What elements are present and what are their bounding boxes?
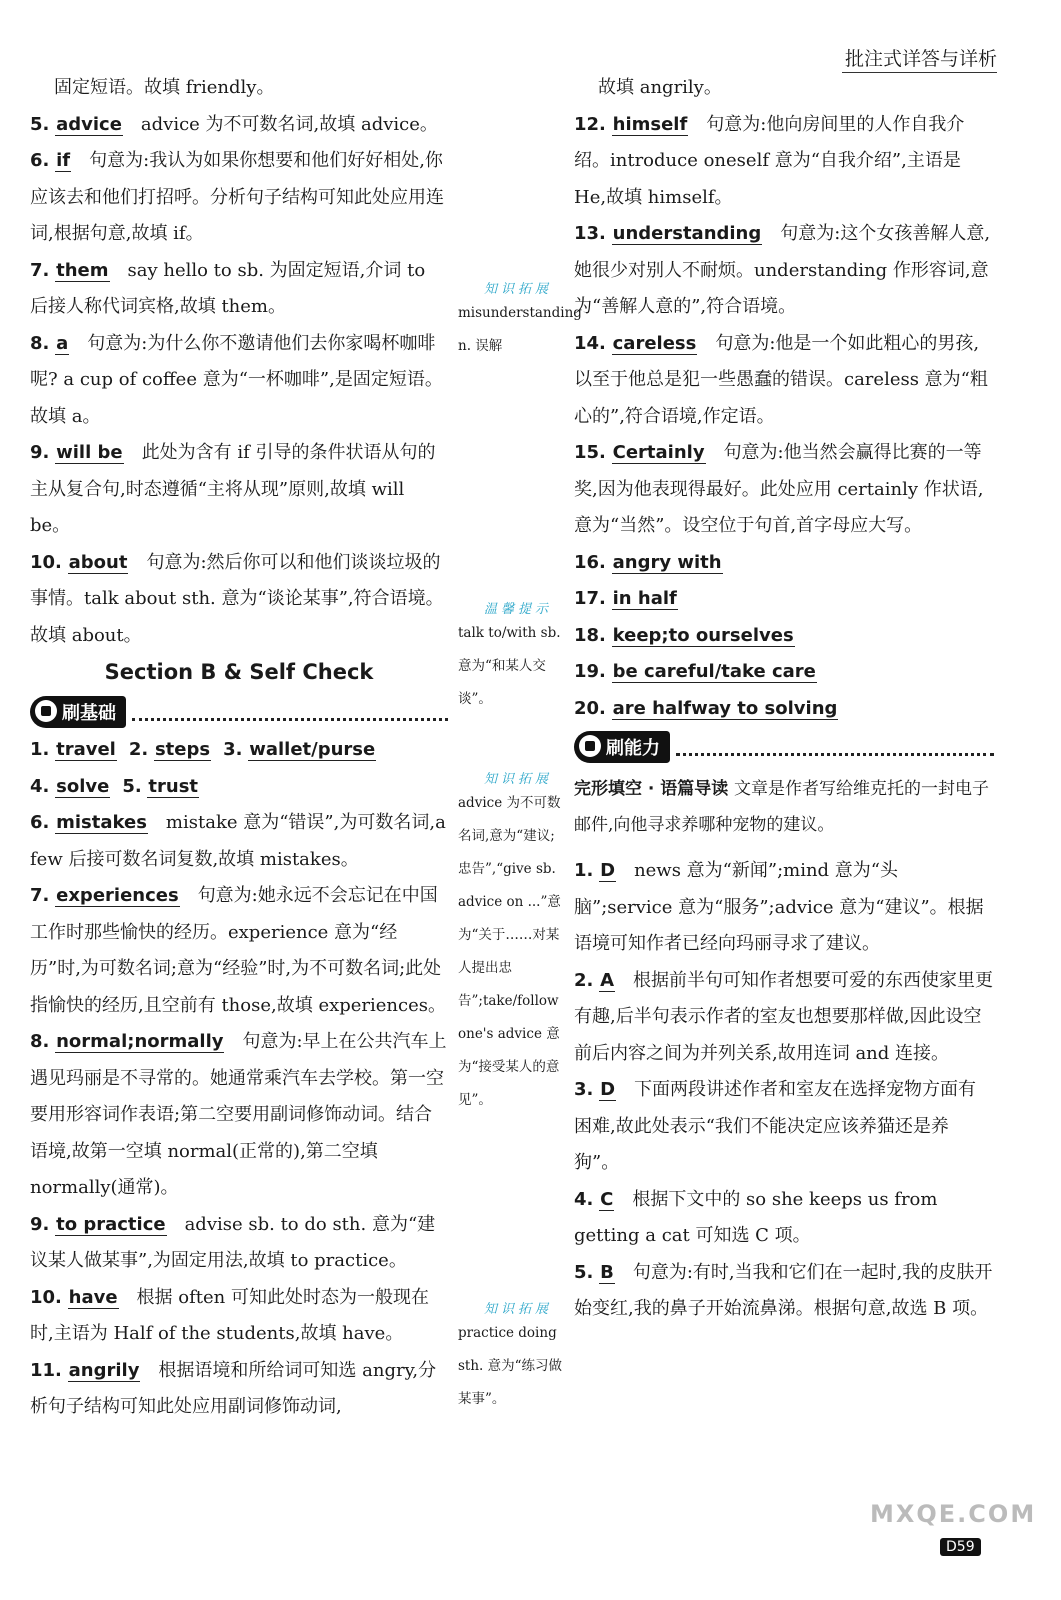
ability-badge: 刷能力 bbox=[574, 731, 670, 763]
item-number: 11. bbox=[30, 1359, 62, 1381]
item-number: 16. bbox=[574, 551, 606, 573]
answer-item bbox=[574, 1182, 994, 1255]
answer-text: travel bbox=[56, 739, 116, 760]
section-title: Section B & Self Check bbox=[104, 660, 374, 684]
answer-text: to practice bbox=[56, 1213, 166, 1235]
answer-item bbox=[574, 853, 994, 963]
answer-item bbox=[30, 878, 448, 1024]
item-number: 5. bbox=[574, 1261, 594, 1283]
answer-item bbox=[574, 326, 994, 436]
basic-badge: 刷基础 bbox=[30, 696, 126, 728]
answer-text: keep;to ourselves bbox=[612, 624, 794, 646]
explanation-text: 句意为:他向房间里的人作自我介绍。introduce oneself 意为“自我介绍”,主语是 He,故填 himself。 bbox=[574, 113, 965, 208]
ability-badge-line bbox=[574, 727, 994, 767]
side-note bbox=[458, 598, 568, 716]
side-note bbox=[458, 278, 582, 363]
item-number: 6. bbox=[30, 812, 50, 833]
page-header-title: 批注式详答与详析 bbox=[844, 48, 997, 70]
answer-text: himself bbox=[612, 113, 688, 135]
answer-item bbox=[574, 545, 994, 582]
answer-text: Certainly bbox=[612, 442, 705, 463]
answer-text: have bbox=[68, 1286, 118, 1308]
explanation-text: say hello to sb. 为固定短语,介词 to 后接人称代词宾格,故填 them。 bbox=[30, 259, 426, 317]
side-note-tag: 知识拓展 bbox=[484, 282, 553, 297]
answer-item bbox=[30, 545, 448, 655]
side-note-text: misunderstanding n. 误解 bbox=[458, 305, 582, 354]
answer-item bbox=[30, 253, 448, 326]
answer-item bbox=[574, 1072, 994, 1182]
item-number: 14. bbox=[574, 332, 606, 354]
explanation-text: 句意为:这个女孩善解人意,她很少对别人不耐烦。understanding 作形容词,意为“善解人意的”,符合语境。 bbox=[574, 223, 991, 317]
answer-text: wallet/purse bbox=[249, 739, 376, 760]
left-column bbox=[30, 70, 448, 1426]
item-number: 4. bbox=[30, 775, 50, 797]
item-number: 10. bbox=[30, 551, 62, 573]
answer-text: advice bbox=[56, 113, 122, 135]
item-number: 9. bbox=[30, 442, 50, 463]
answer-text: solve bbox=[56, 775, 110, 797]
answer-item bbox=[30, 107, 448, 144]
item-number: 2. bbox=[574, 969, 594, 991]
explanation-text: 下面两段讲述作者和室友在选择宠物方面有困难,故此处表示“我们不能决定应该养猫还是养狗”。 bbox=[574, 1079, 977, 1173]
basic-badge-line bbox=[30, 692, 448, 732]
answer-text: angry with bbox=[612, 551, 722, 573]
explanation-text: 根据前半句可知作者想要可爱的东西使家里更有趣,后半句表示作者的室友也想要那样做,因此设空前后内容之间为并列关系,故用连词 and 连接。 bbox=[574, 969, 994, 1064]
item-number: 4. bbox=[574, 1188, 594, 1210]
explanation-text: 句意为:有时,当我和它们在一起时,我的皮肤开始变红,我的鼻子开始流鼻涕。根据句意,故选 B 项。 bbox=[574, 1261, 993, 1319]
cloze-intro bbox=[574, 771, 994, 843]
page-number: D59 bbox=[940, 1538, 981, 1556]
answer-item bbox=[574, 216, 994, 326]
item-number: 12. bbox=[574, 113, 606, 135]
right-answer-list-2 bbox=[574, 853, 994, 1328]
answer-text: D bbox=[600, 860, 616, 881]
answer-item bbox=[574, 654, 994, 691]
explanation-text: 故填 angrily。 bbox=[598, 77, 722, 98]
explanation-text: 句意为:他当然会赢得比赛的一等奖,因为他表现得最好。此处应用 certainly 作状语,意为“当然”。设空位于句首,首字母应大写。 bbox=[574, 442, 984, 536]
right-column bbox=[574, 70, 994, 1328]
answer-item bbox=[574, 107, 994, 217]
side-note-text: advice 为不可数名词,意为“建议;忠告”,“give sb. advice on ...”意为“关于……对某人提出忠告”;take/follow one's advice 意为“接受某人的意见”。 bbox=[458, 795, 561, 1108]
answer-text: trust bbox=[148, 775, 199, 797]
answer-item bbox=[574, 581, 994, 618]
answer-item bbox=[30, 1024, 448, 1207]
item-number: 6. bbox=[30, 150, 50, 171]
side-note-tag: 知识拓展 bbox=[484, 772, 553, 787]
answer-item bbox=[574, 435, 994, 545]
explanation-text: 句意为:他是一个如此粗心的男孩,以至于他总是犯一些愚蠢的错误。careless 意为“粗心的”,符合语境,作定语。 bbox=[574, 332, 988, 427]
item-number: 15. bbox=[574, 442, 606, 463]
side-note-tag: 知识拓展 bbox=[484, 1302, 553, 1317]
item-number: 17. bbox=[574, 588, 606, 609]
answer-item bbox=[574, 691, 994, 728]
explanation-text: 根据下文中的 so she keeps us from getting a cat 可知选 C 项。 bbox=[574, 1188, 938, 1246]
cloze-intro-text: 文章是作者写给维克托的一封电子邮件,向他寻求养哪种宠物的建议。 bbox=[574, 779, 990, 835]
item-number: 9. bbox=[30, 1213, 50, 1235]
item-number: 2. bbox=[128, 739, 149, 760]
answer-text: D bbox=[600, 1079, 616, 1100]
explanation-text: 此处为含有 if 引导的条件状语从句的主从复合句,时态遵循“主将从现”原则,故填 will be。 bbox=[30, 442, 436, 536]
item-number: 8. bbox=[30, 1031, 50, 1052]
side-note-text: talk to/with sb. 意为“和某人交谈”。 bbox=[458, 625, 561, 707]
answer-item bbox=[574, 963, 994, 1073]
side-note-tag: 温馨提示 bbox=[484, 602, 553, 617]
answer-text: will be bbox=[56, 442, 123, 463]
item-number: 19. bbox=[574, 661, 606, 682]
answer-text: be careful/take care bbox=[612, 661, 816, 682]
answer-text: careless bbox=[612, 332, 697, 354]
explanation-text: 固定短语。故填 friendly。 bbox=[54, 77, 275, 98]
side-note-text: practice doing sth. 意为“练习做某事”。 bbox=[458, 1325, 563, 1407]
watermark: MXQE.COM bbox=[870, 1500, 1037, 1528]
answer-text: them bbox=[56, 259, 109, 281]
side-note bbox=[458, 768, 568, 1117]
answer-item bbox=[574, 618, 994, 655]
answer-text: in half bbox=[612, 588, 677, 609]
explanation-text: 根据语境和所给词可知选 angry,分析句子结构可知此处应用副词修饰动词, bbox=[30, 1359, 437, 1417]
answer-text: C bbox=[600, 1188, 614, 1210]
explanation-text: 句意为:然后你可以和他们谈谈垃圾的事情。talk about sth. 意为“谈论某事”,符合语境。故填 about。 bbox=[30, 551, 444, 646]
left-answer-list bbox=[30, 70, 448, 654]
answer-text: a bbox=[56, 332, 69, 354]
answer-item bbox=[30, 435, 448, 545]
answer-item bbox=[30, 1353, 448, 1426]
item-number: 1. bbox=[574, 860, 594, 881]
dotted-divider bbox=[132, 704, 448, 721]
answer-text: experiences bbox=[56, 885, 179, 906]
answer-item bbox=[30, 1280, 448, 1353]
item-number: 3. bbox=[223, 739, 243, 760]
item-number: 20. bbox=[574, 697, 606, 719]
answer-item bbox=[30, 326, 448, 436]
dotted-divider bbox=[676, 739, 994, 756]
explanation-text: 句意为:为什么你不邀请他们去你家喝杯咖啡呢? a cup of coffee 意为“一杯咖啡”,是固定短语。故填 a。 bbox=[30, 332, 443, 427]
side-note bbox=[458, 1298, 568, 1416]
answer-item bbox=[30, 70, 448, 107]
item-number: 13. bbox=[574, 223, 606, 244]
explanation-text: advise sb. to do sth. 意为“建议某人做某事”,为固定用法,故填 to practice。 bbox=[30, 1213, 436, 1271]
item-number: 1. bbox=[30, 739, 50, 760]
explanation-text: 句意为:她永远不会忘记在中国工作时那些愉快的经历。experience 意为“经历”时,为可数名词;意为“经验”时,为不可数名词;此处指愉快的经历,且空前有 those,故填 experiences。 bbox=[30, 885, 446, 1016]
right-answer-list bbox=[574, 70, 994, 727]
item-number: 7. bbox=[30, 885, 50, 906]
answer-text: about bbox=[68, 551, 128, 573]
explanation-text: 句意为:早上在公共汽车上遇见玛丽是不寻常的。她通常乘汽车去学校。第一空要用形容词作表语;第二空要用副词修饰动词。结合语境,故第一空填 normal(正常的),第二空填 normally(通常)。 bbox=[30, 1031, 447, 1198]
answer-text: mistakes bbox=[56, 812, 147, 833]
item-number: 7. bbox=[30, 259, 50, 281]
item-number: 5. bbox=[30, 113, 50, 135]
item-number: 18. bbox=[574, 624, 606, 646]
answer-item bbox=[30, 1207, 448, 1280]
answer-item bbox=[574, 70, 994, 107]
answer-item bbox=[574, 1255, 994, 1328]
item-number: 8. bbox=[30, 332, 50, 354]
answer-text: B bbox=[600, 1261, 614, 1283]
explanation-text: 根据 often 可知此处时态为一般现在时,主语为 Half of the students,故填 have。 bbox=[30, 1286, 429, 1344]
cloze-title: 完形填空 · 语篇导读 bbox=[574, 779, 729, 799]
answer-text: A bbox=[600, 969, 615, 991]
item-number: 10. bbox=[30, 1286, 62, 1308]
answer-text: if bbox=[56, 150, 71, 171]
answer-text: are halfway to solving bbox=[612, 697, 838, 719]
answer-row-2 bbox=[30, 769, 448, 806]
answer-text: steps bbox=[154, 739, 211, 760]
explanation-text: mistake 意为“错误”,为可数名词,a few 后接可数名词复数,故填 mistakes。 bbox=[30, 812, 446, 870]
answer-item bbox=[30, 805, 448, 878]
explanation-text: advice 为不可数名词,故填 advice。 bbox=[140, 113, 438, 135]
explanation-text: 句意为:我认为如果你想要和他们好好相处,你应该去和他们打招呼。分析句子结构可知此处应用连词,根据句意,故填 if。 bbox=[30, 150, 444, 244]
item-number: 3. bbox=[574, 1079, 594, 1100]
explanation-text: news 意为“新闻”;mind 意为“头脑”;service 意为“服务”;advice 意为“建议”。根据语境可知作者已经向玛丽寻求了建议。 bbox=[574, 860, 984, 954]
answer-text: understanding bbox=[612, 223, 762, 244]
answer-row-1 bbox=[30, 732, 448, 769]
answer-text: angrily bbox=[68, 1359, 140, 1381]
item-number: 5. bbox=[122, 775, 142, 797]
answer-text: normal;normally bbox=[56, 1031, 224, 1052]
left-answer-list-2 bbox=[30, 805, 448, 1426]
answer-item bbox=[30, 143, 448, 253]
